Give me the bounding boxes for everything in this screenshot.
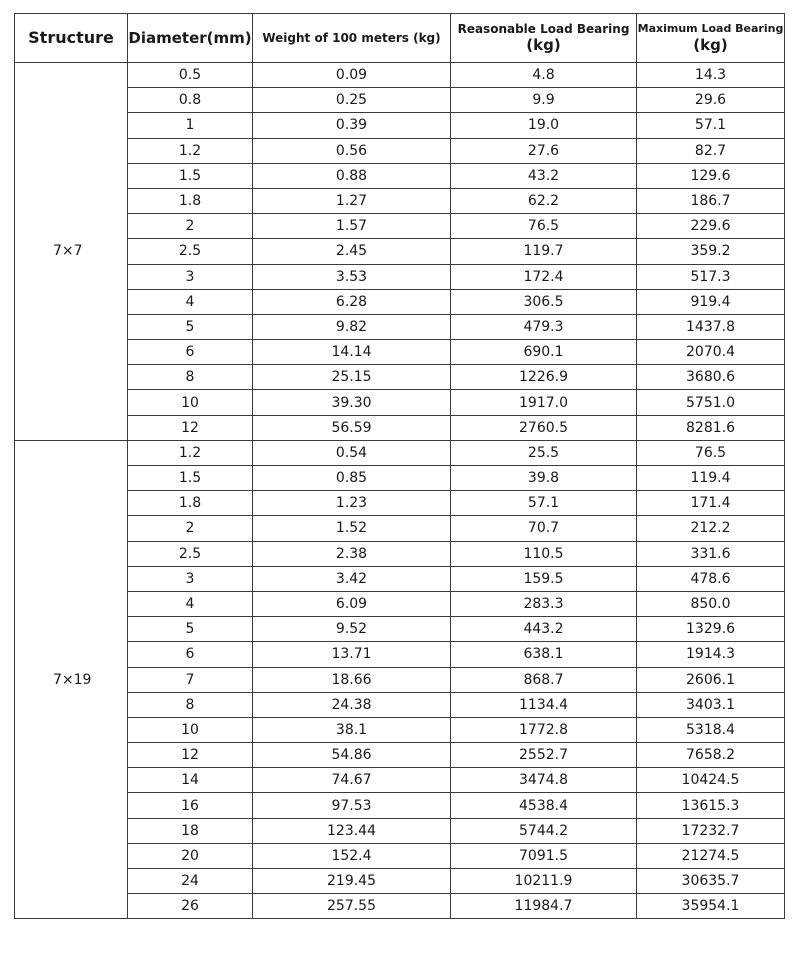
cell-maximum-load: 10424.5 bbox=[637, 768, 785, 793]
cell-maximum-load: 7658.2 bbox=[637, 743, 785, 768]
table-row bbox=[15, 188, 785, 213]
table-row bbox=[15, 365, 785, 390]
table-row bbox=[15, 717, 785, 742]
cell-maximum-load: 35954.1 bbox=[637, 894, 785, 919]
table-row bbox=[15, 768, 785, 793]
cell-maximum-load: 21274.5 bbox=[637, 843, 785, 868]
table-row bbox=[15, 63, 785, 88]
cell-diameter: 20 bbox=[128, 843, 253, 868]
cell-diameter: 6 bbox=[128, 642, 253, 667]
cell-reasonable-load: 9.9 bbox=[451, 88, 637, 113]
cell-weight: 25.15 bbox=[253, 365, 451, 390]
table-row bbox=[15, 440, 785, 465]
cell-weight: 257.55 bbox=[253, 894, 451, 919]
cell-reasonable-load: 3474.8 bbox=[451, 768, 637, 793]
cell-weight: 24.38 bbox=[253, 692, 451, 717]
cell-weight: 13.71 bbox=[253, 642, 451, 667]
cell-diameter: 1.8 bbox=[128, 188, 253, 213]
table-row bbox=[15, 466, 785, 491]
table-row bbox=[15, 88, 785, 113]
cell-maximum-load: 1437.8 bbox=[637, 314, 785, 339]
cell-weight: 3.42 bbox=[253, 566, 451, 591]
table-row bbox=[15, 541, 785, 566]
cell-diameter: 1.2 bbox=[128, 138, 253, 163]
cell-reasonable-load: 43.2 bbox=[451, 163, 637, 188]
wire-rope-spec-table bbox=[14, 13, 785, 919]
cell-weight: 3.53 bbox=[253, 264, 451, 289]
header-row bbox=[15, 14, 785, 63]
cell-diameter: 5 bbox=[128, 617, 253, 642]
cell-reasonable-load: 479.3 bbox=[451, 314, 637, 339]
cell-diameter: 1 bbox=[128, 113, 253, 138]
cell-reasonable-load: 11984.7 bbox=[451, 894, 637, 919]
cell-maximum-load: 478.6 bbox=[637, 566, 785, 591]
cell-diameter: 0.5 bbox=[128, 63, 253, 88]
table-row bbox=[15, 138, 785, 163]
cell-reasonable-load: 19.0 bbox=[451, 113, 637, 138]
cell-diameter: 14 bbox=[128, 768, 253, 793]
cell-weight: 97.53 bbox=[253, 793, 451, 818]
header-reasonable-load-unit: (kg) bbox=[526, 36, 561, 55]
table-row bbox=[15, 163, 785, 188]
cell-reasonable-load: 1917.0 bbox=[451, 390, 637, 415]
cell-reasonable-load: 690.1 bbox=[451, 340, 637, 365]
table-row bbox=[15, 869, 785, 894]
cell-reasonable-load: 172.4 bbox=[451, 264, 637, 289]
table-row bbox=[15, 264, 785, 289]
cell-diameter: 16 bbox=[128, 793, 253, 818]
cell-reasonable-load: 306.5 bbox=[451, 289, 637, 314]
cell-diameter: 1.2 bbox=[128, 440, 253, 465]
cell-maximum-load: 517.3 bbox=[637, 264, 785, 289]
cell-diameter: 2.5 bbox=[128, 239, 253, 264]
cell-weight: 0.88 bbox=[253, 163, 451, 188]
cell-weight: 1.57 bbox=[253, 214, 451, 239]
cell-weight: 54.86 bbox=[253, 743, 451, 768]
table-body bbox=[15, 63, 785, 919]
cell-reasonable-load: 10211.9 bbox=[451, 869, 637, 894]
cell-maximum-load: 850.0 bbox=[637, 591, 785, 616]
cell-diameter: 12 bbox=[128, 415, 253, 440]
cell-weight: 0.85 bbox=[253, 466, 451, 491]
cell-reasonable-load: 1772.8 bbox=[451, 717, 637, 742]
cell-diameter: 24 bbox=[128, 869, 253, 894]
cell-maximum-load: 57.1 bbox=[637, 113, 785, 138]
cell-maximum-load: 30635.7 bbox=[637, 869, 785, 894]
header-reasonable-load bbox=[451, 14, 637, 63]
cell-reasonable-load: 4538.4 bbox=[451, 793, 637, 818]
table-row bbox=[15, 743, 785, 768]
cell-maximum-load: 8281.6 bbox=[637, 415, 785, 440]
cell-maximum-load: 5751.0 bbox=[637, 390, 785, 415]
cell-reasonable-load: 2760.5 bbox=[451, 415, 637, 440]
header-weight: Weight of 100 meters (kg) bbox=[253, 14, 451, 63]
table-row bbox=[15, 843, 785, 868]
header-maximum-load-title: Maximum Load Bearing bbox=[637, 22, 784, 36]
header-maximum-load-unit: (kg) bbox=[693, 35, 728, 54]
cell-diameter: 2.5 bbox=[128, 541, 253, 566]
table-row bbox=[15, 894, 785, 919]
cell-weight: 6.09 bbox=[253, 591, 451, 616]
table-row bbox=[15, 113, 785, 138]
table-row bbox=[15, 340, 785, 365]
cell-maximum-load: 5318.4 bbox=[637, 717, 785, 742]
table-row bbox=[15, 314, 785, 339]
table-row bbox=[15, 591, 785, 616]
cell-maximum-load: 17232.7 bbox=[637, 818, 785, 843]
cell-diameter: 10 bbox=[128, 390, 253, 415]
header-diameter: Diameter(mm) bbox=[128, 14, 253, 63]
cell-weight: 38.1 bbox=[253, 717, 451, 742]
table-row bbox=[15, 667, 785, 692]
cell-maximum-load: 29.6 bbox=[637, 88, 785, 113]
cell-diameter: 7 bbox=[128, 667, 253, 692]
cell-diameter: 4 bbox=[128, 591, 253, 616]
spec-table-container bbox=[14, 13, 785, 919]
cell-weight: 6.28 bbox=[253, 289, 451, 314]
cell-weight: 152.4 bbox=[253, 843, 451, 868]
table-row bbox=[15, 793, 785, 818]
cell-maximum-load: 212.2 bbox=[637, 516, 785, 541]
cell-maximum-load: 186.7 bbox=[637, 188, 785, 213]
cell-maximum-load: 76.5 bbox=[637, 440, 785, 465]
cell-weight: 18.66 bbox=[253, 667, 451, 692]
cell-weight: 219.45 bbox=[253, 869, 451, 894]
cell-reasonable-load: 76.5 bbox=[451, 214, 637, 239]
table-row bbox=[15, 239, 785, 264]
cell-weight: 2.38 bbox=[253, 541, 451, 566]
cell-diameter: 0.8 bbox=[128, 88, 253, 113]
cell-maximum-load: 14.3 bbox=[637, 63, 785, 88]
cell-maximum-load: 2606.1 bbox=[637, 667, 785, 692]
cell-weight: 9.52 bbox=[253, 617, 451, 642]
cell-diameter: 8 bbox=[128, 692, 253, 717]
cell-reasonable-load: 283.3 bbox=[451, 591, 637, 616]
cell-maximum-load: 1914.3 bbox=[637, 642, 785, 667]
cell-maximum-load: 919.4 bbox=[637, 289, 785, 314]
cell-diameter: 3 bbox=[128, 264, 253, 289]
cell-weight: 0.56 bbox=[253, 138, 451, 163]
cell-reasonable-load: 4.8 bbox=[451, 63, 637, 88]
cell-reasonable-load: 57.1 bbox=[451, 491, 637, 516]
cell-reasonable-load: 1226.9 bbox=[451, 365, 637, 390]
cell-maximum-load: 2070.4 bbox=[637, 340, 785, 365]
cell-maximum-load: 13615.3 bbox=[637, 793, 785, 818]
table-row bbox=[15, 617, 785, 642]
cell-diameter: 6 bbox=[128, 340, 253, 365]
cell-diameter: 2 bbox=[128, 516, 253, 541]
table-row bbox=[15, 214, 785, 239]
cell-reasonable-load: 159.5 bbox=[451, 566, 637, 591]
cell-maximum-load: 1329.6 bbox=[637, 617, 785, 642]
cell-maximum-load: 171.4 bbox=[637, 491, 785, 516]
cell-weight: 2.45 bbox=[253, 239, 451, 264]
cell-maximum-load: 82.7 bbox=[637, 138, 785, 163]
cell-structure: 7×19 bbox=[15, 440, 128, 919]
table-row bbox=[15, 415, 785, 440]
cell-weight: 1.52 bbox=[253, 516, 451, 541]
cell-reasonable-load: 868.7 bbox=[451, 667, 637, 692]
cell-reasonable-load: 1134.4 bbox=[451, 692, 637, 717]
cell-maximum-load: 129.6 bbox=[637, 163, 785, 188]
cell-weight: 56.59 bbox=[253, 415, 451, 440]
cell-diameter: 4 bbox=[128, 289, 253, 314]
table-row bbox=[15, 818, 785, 843]
cell-reasonable-load: 638.1 bbox=[451, 642, 637, 667]
table-row bbox=[15, 566, 785, 591]
cell-diameter: 10 bbox=[128, 717, 253, 742]
cell-weight: 14.14 bbox=[253, 340, 451, 365]
cell-weight: 123.44 bbox=[253, 818, 451, 843]
cell-reasonable-load: 443.2 bbox=[451, 617, 637, 642]
cell-maximum-load: 359.2 bbox=[637, 239, 785, 264]
cell-maximum-load: 331.6 bbox=[637, 541, 785, 566]
table-row bbox=[15, 289, 785, 314]
cell-diameter: 12 bbox=[128, 743, 253, 768]
cell-weight: 0.54 bbox=[253, 440, 451, 465]
cell-reasonable-load: 5744.2 bbox=[451, 818, 637, 843]
table-row bbox=[15, 642, 785, 667]
cell-diameter: 1.5 bbox=[128, 163, 253, 188]
table-row bbox=[15, 516, 785, 541]
cell-weight: 0.09 bbox=[253, 63, 451, 88]
table-row bbox=[15, 390, 785, 415]
cell-diameter: 8 bbox=[128, 365, 253, 390]
table-row bbox=[15, 491, 785, 516]
header-maximum-load bbox=[637, 14, 785, 63]
cell-maximum-load: 3680.6 bbox=[637, 365, 785, 390]
cell-reasonable-load: 119.7 bbox=[451, 239, 637, 264]
cell-diameter: 18 bbox=[128, 818, 253, 843]
cell-diameter: 26 bbox=[128, 894, 253, 919]
cell-diameter: 2 bbox=[128, 214, 253, 239]
cell-diameter: 1.8 bbox=[128, 491, 253, 516]
cell-weight: 74.67 bbox=[253, 768, 451, 793]
cell-reasonable-load: 110.5 bbox=[451, 541, 637, 566]
table-row bbox=[15, 692, 785, 717]
header-reasonable-load-title: Reasonable Load Bearing bbox=[457, 21, 630, 36]
cell-diameter: 5 bbox=[128, 314, 253, 339]
cell-reasonable-load: 2552.7 bbox=[451, 743, 637, 768]
cell-reasonable-load: 70.7 bbox=[451, 516, 637, 541]
cell-weight: 0.25 bbox=[253, 88, 451, 113]
cell-weight: 9.82 bbox=[253, 314, 451, 339]
cell-reasonable-load: 27.6 bbox=[451, 138, 637, 163]
cell-weight: 1.23 bbox=[253, 491, 451, 516]
cell-reasonable-load: 25.5 bbox=[451, 440, 637, 465]
cell-structure: 7×7 bbox=[15, 63, 128, 441]
cell-reasonable-load: 62.2 bbox=[451, 188, 637, 213]
cell-maximum-load: 119.4 bbox=[637, 466, 785, 491]
cell-reasonable-load: 7091.5 bbox=[451, 843, 637, 868]
cell-maximum-load: 229.6 bbox=[637, 214, 785, 239]
cell-weight: 39.30 bbox=[253, 390, 451, 415]
cell-maximum-load: 3403.1 bbox=[637, 692, 785, 717]
cell-reasonable-load: 39.8 bbox=[451, 466, 637, 491]
cell-diameter: 1.5 bbox=[128, 466, 253, 491]
cell-diameter: 3 bbox=[128, 566, 253, 591]
cell-weight: 1.27 bbox=[253, 188, 451, 213]
header-structure: Structure bbox=[15, 14, 128, 63]
cell-weight: 0.39 bbox=[253, 113, 451, 138]
